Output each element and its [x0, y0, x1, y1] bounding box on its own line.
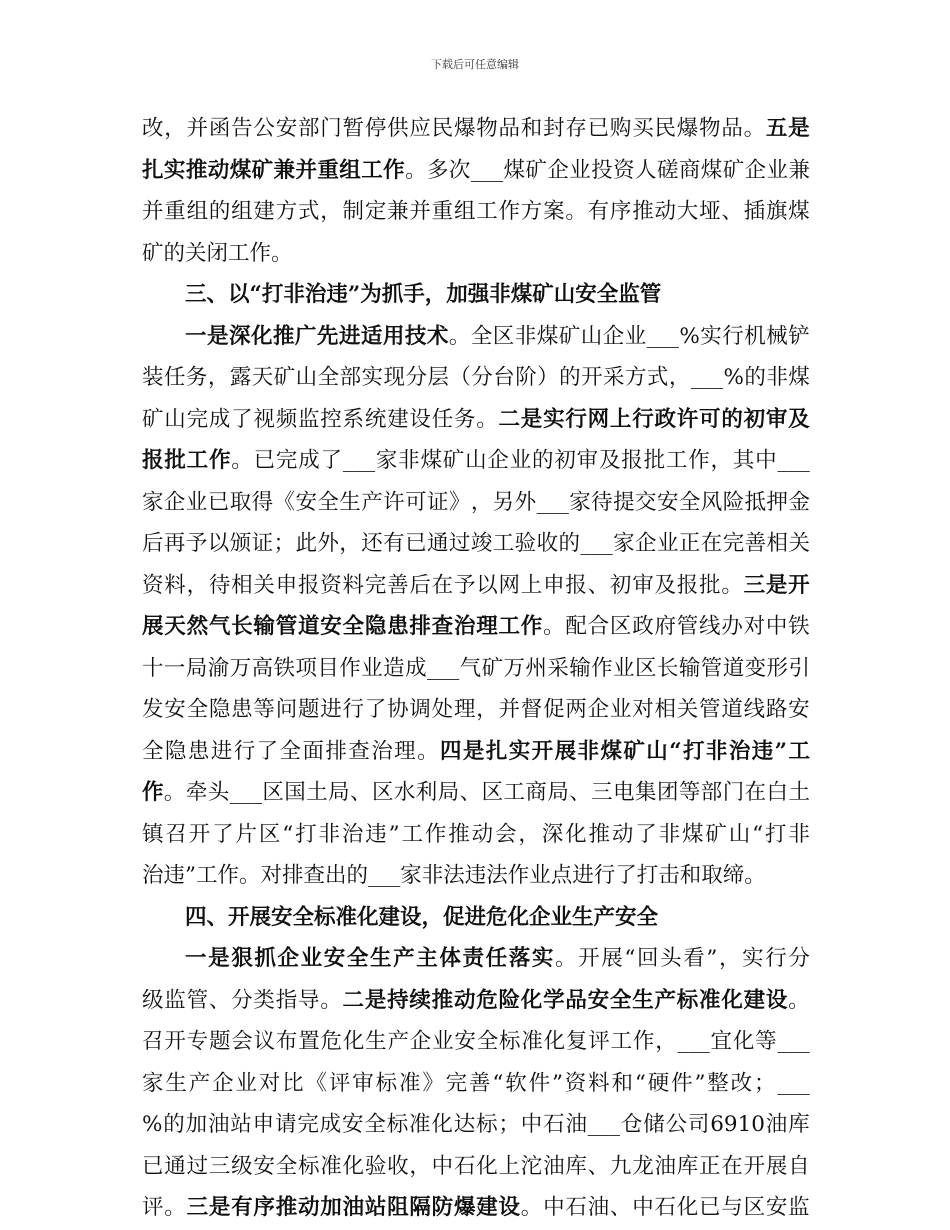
text-line: 扎 实 推 动 煤 矿 兼 并 重 组 工 作 。 多 次 ___ 煤 矿 企 业 投 资 人 磋 商 煤 矿 企 业 兼 — [142, 157, 810, 183]
text-line: 评 。 三 是 有 序 推 动 加 油 站 阻 隔 防 爆 建 设 。 中 石 油 、 中 石 化 已 与 区 安 监 — [142, 1195, 810, 1220]
text-line — [142, 233, 810, 275]
text-line: 已 通 过 三 级 安 全 标 准 化 验 收 ， 中 石 化 上 沱 油 库 、 九 龙 油 库 正 在 开 展 自 — [142, 1153, 810, 1179]
text-line: 召 开 专 题 会 议 布 置 危 化 生 产 企 业 安 全 标 准 化 复 评 工 作 ， ___ 宜 化 等 ___ — [142, 1029, 810, 1054]
text-line: 作 。 牵 头 ___ 区 国 土 局 、 区 水 利 局 、 区 工 商 局 、 三 电 集 团 等 部 门 在 白 土 — [142, 780, 810, 805]
bold-text-run: 四、开展安全标准化建设，促进危化企业生产安全 — [185, 904, 659, 930]
text-line: 矿 山 完 成 了 视 频 监 控 系 统 建 设 任 务 。 二 是 实 行 网 上 行 政 许 可 的 初 审 及 — [142, 406, 810, 432]
text-line: 装 任 务 ， 露 天 矿 山 全 部 实 现 分 层 （ 分 台 阶 ） 的 开 采 方 式 ， ___ % 的 非 煤 — [142, 365, 810, 390]
text-line: 展 天 然 气 长 输 管 道 安 全 隐 患 排 查 治 理 工 作 。 配 合 区 政 府 管 线 办 对 中 铁 — [142, 614, 810, 639]
text-run: 治违”工作。对排查出的___家非法违法作业点进行了打击和取缔。 — [142, 863, 766, 888]
document-body — [142, 108, 810, 1229]
text-line: 级 监 管 、 分 类 指 导 。 二 是 持 续 推 动 危 险 化 学 品 安 全 生 产 标 准 化 建 设 。 — [142, 987, 810, 1013]
text-line: 发 安 全 隐 患 等 问 题 进 行 了 协 调 处 理 ， 并 督 促 两 企 业 对 相 关 管 道 线 路 安 — [142, 697, 810, 722]
bold-text-run: 三、以“打非治违”为抓手，加强非煤矿山安全监管 — [185, 282, 662, 307]
text-line — [142, 897, 810, 939]
text-line: 一 是 狠 抓 企 业 安 全 生 产 主 体 责 任 落 实 。 开 展 “ 回 头 看 ” ， 实 行 分 — [185, 946, 810, 971]
text-line: 家 企 业 已 取 得 《 安 全 生 产 许 可 证 》 ， 另 外 ___ 家 待 提 交 安 全 风 险 抵 押 金 — [142, 489, 810, 515]
text-line: 资 料 ， 待 相 关 申 报 资 料 完 善 后 在 予 以 网 上 申 报 、 初 审 及 报 批 。 三 是 开 — [142, 572, 810, 598]
text-line: 并 重 组 的 组 建 方 式 ， 制 定 兼 并 重 组 工 作 方 案 。 有 序 推 动 大 垭 、 插 旗 煤 — [142, 199, 810, 224]
text-line: 镇 召 开 了 片 区 “ 打 非 治 违 ” 工 作 推 动 会 ， 深 化 推 动 了 非 煤 矿 山 “ 打 非 — [142, 821, 810, 847]
text-line: 报 批 工 作 。 已 完 成 了 ___ 家 非 煤 矿 山 企 业 的 初 审 及 报 批 工 作 ， 其 中 ___ — [142, 448, 810, 473]
text-line: 全 隐 患 进 行 了 全 面 排 查 治 理 。 四 是 扎 实 开 展 非 煤 矿 山 “ 打 非 治 违 ” 工 — [142, 738, 810, 764]
text-line: 一 是 深 化 推 广 先 进 适 用 技 术 。 全 区 非 煤 矿 山 企 业 ___ % 实 行 机 械 铲 — [185, 323, 810, 349]
text-line: 家 生 产 企 业 对 比 《 评 审 标 准 》 完 善 “ 软 件 ” 资 料 和 “ 硬 件 ” 整 改 ； ___ — [142, 1070, 810, 1096]
text-line: 后 再 予 以 颁 证 ； 此 外 ， 还 有 已 通 过 竣 工 验 收 的 ___ 家 企 业 正 在 完 善 相 关 — [142, 531, 810, 556]
page-header: 下载后可任意编辑 — [431, 58, 519, 71]
text-line: % 的 加 油 站 申 请 完 成 安 全 标 准 化 达 标 ； 中 石 油 ___ 仓 储 公 司 6910 油 库 — [142, 1112, 810, 1137]
text-line — [142, 855, 810, 897]
text-run: 矿的关闭工作。 — [142, 240, 293, 266]
text-line: 改 ， 并 函 告 公 安 部 门 暂 停 供 应 民 爆 物 品 和 封 存 已 购 买 民 爆 物 品 。 五 是 — [142, 116, 810, 141]
text-line — [142, 274, 810, 316]
text-line: 十 一 局 渝 万 高 铁 项 目 作 业 造 成 ___ 气 矿 万 州 采 输 作 业 区 长 输 管 道 变 形 引 — [142, 655, 810, 681]
